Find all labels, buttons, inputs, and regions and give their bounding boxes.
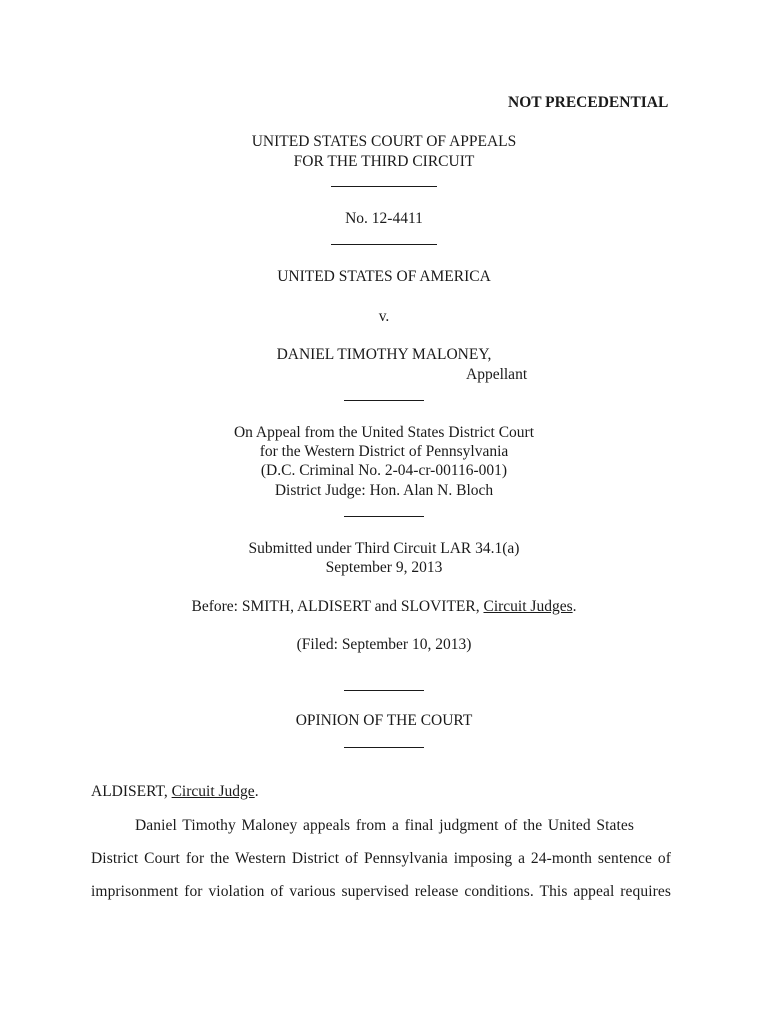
panel-title: Circuit Judges (483, 598, 573, 615)
case-number: No. 12-4411 (345, 210, 423, 227)
submission-date: September 9, 2013 (325, 559, 443, 576)
divider (331, 186, 437, 187)
body-line-3: imprisonment for violation of various supervised release conditions. This appeal requires (91, 883, 671, 900)
body-line-1: Daniel Timothy Maloney appeals from a final judgment of the United States (135, 817, 634, 834)
divider (344, 747, 424, 748)
court-circuit: FOR THE THIRD CIRCUIT (293, 153, 475, 170)
not-precedential-label: NOT PRECEDENTIAL (508, 94, 669, 111)
opinion-heading: OPINION OF THE COURT (295, 712, 473, 729)
body-line-2: District Court for the Western District of Pennsylvania imposing a 24-month sentence of (91, 850, 671, 867)
appeal-line-3: (D.C. Criminal No. 2-04-cr-00116-001) (260, 462, 508, 479)
court-name: UNITED STATES COURT OF APPEALS (251, 133, 517, 150)
author-name: ALDISERT, (91, 783, 172, 800)
divider (331, 244, 437, 245)
panel-prefix: Before: SMITH, ALDISERT and SLOVITER, (191, 598, 484, 615)
author-title: Circuit Judge (171, 783, 255, 800)
panel-line (0, 598, 768, 616)
defendant: DANIEL TIMOTHY MALONEY, (276, 346, 492, 363)
defendant-role: Appellant (466, 366, 528, 383)
appeal-line-4: District Judge: Hon. Alan N. Bloch (274, 482, 494, 499)
plaintiff: UNITED STATES OF AMERICA (277, 268, 491, 285)
versus: v. (378, 308, 390, 325)
panel-suffix: . (572, 598, 577, 615)
divider (344, 690, 424, 691)
divider (344, 400, 424, 401)
filed-date: (Filed: September 10, 2013) (296, 636, 472, 653)
appeal-line-1: On Appeal from the United States District Court (233, 424, 535, 441)
author-suffix: . (254, 783, 259, 800)
appeal-line-2: for the Western District of Pennsylvania (259, 443, 509, 460)
submission-line: Submitted under Third Circuit LAR 34.1(a) (248, 540, 520, 557)
divider (344, 516, 424, 517)
author-line (91, 783, 259, 801)
